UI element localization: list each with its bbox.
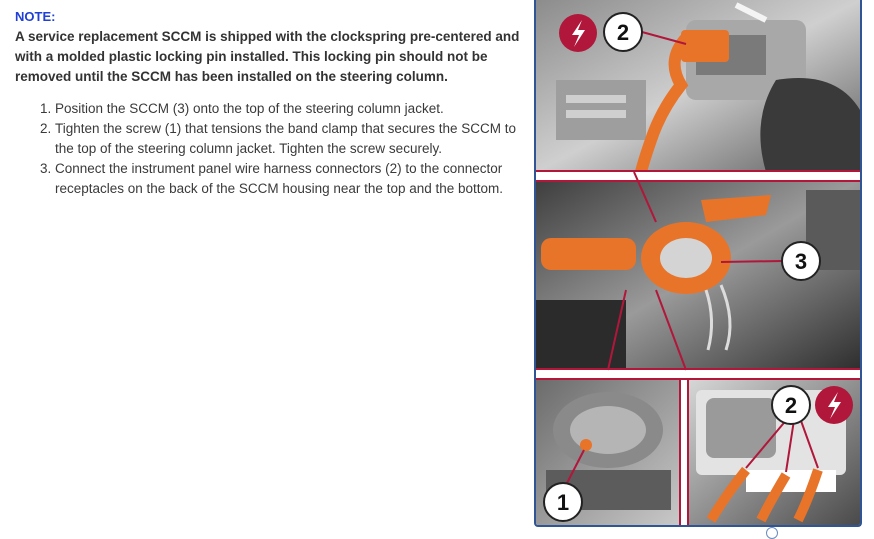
panel-divider — [536, 370, 860, 378]
sccm-installation-figure — [534, 0, 862, 527]
instructions-column — [15, 8, 525, 199]
electrical-warning-icon — [815, 386, 853, 424]
panel-divider — [536, 172, 860, 180]
panel-divider — [681, 378, 687, 525]
note-heading: NOTE: — [15, 9, 56, 24]
callout-3 — [782, 242, 820, 280]
step-item: 3. Connect the instrument panel wire harness connectors (2) to the connector receptacles on the back of the SCCM housing near the top and the bottom. — [55, 159, 525, 199]
figure-illustration — [536, 0, 860, 525]
svg-text:2: 2 — [616, 20, 630, 45]
callout-2-bottom — [772, 386, 810, 424]
callout-2-top — [604, 13, 642, 51]
svg-text:2: 2 — [784, 393, 798, 418]
step-item: 2. Tighten the screw (1) that tensions the band clamp that secures the SCCM to the top of the steering column jacket. Tighten the screw securely. — [55, 119, 525, 159]
scroll-indicator[interactable] — [766, 527, 778, 539]
svg-text:1: 1 — [556, 490, 570, 515]
electrical-warning-icon — [559, 14, 597, 52]
callout-1 — [544, 483, 582, 521]
steps-list — [15, 99, 525, 199]
note-body: A service replacement SCCM is shipped with the clockspring pre-centered and with a molded plastic locking pin installed. This locking pin should not be removed until the SCCM has been installed on the steering column. — [15, 29, 520, 84]
step-item: 1. Position the SCCM (3) onto the top of the steering column jacket. — [55, 99, 525, 119]
svg-text:3: 3 — [794, 249, 808, 274]
